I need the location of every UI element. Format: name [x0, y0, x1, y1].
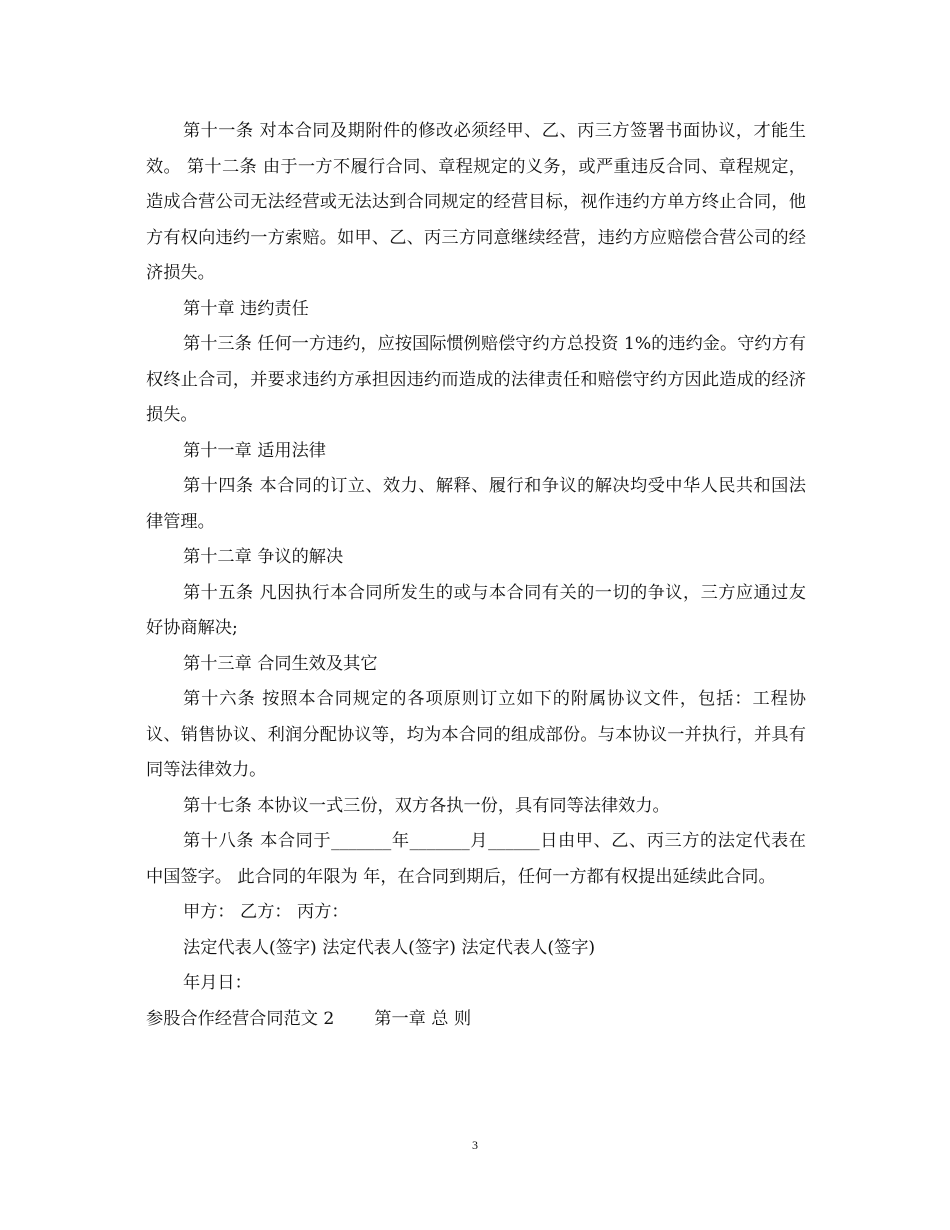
paragraph-article-14: 第十四条 本合同的订立、效力、解释、履行和争议的解决均受中华人民共和国法律管理。	[146, 476, 806, 532]
next-document-title-line	[146, 1002, 806, 1038]
signature-parties-line: 甲方： 乙方： 丙方：	[183, 902, 349, 922]
paragraph-article-11-12: 第十一条 对本合同及期附件的修改必须经甲、乙、丙三方签署书面协议，才能生效。 第十二条 由于一方不履行合同、章程规定的义务，或严重违反合同、章程规定，造成合营公司无法经营或无法达到合同规定的经营目标，视作违约方单方终止合同，他方有权向违约一方索赔。如甲、乙、丙三方同意继续经营，违约方应赔偿合营公司的经济损失。	[146, 121, 806, 283]
next-chapter-heading: 第一章 总 则	[374, 1008, 472, 1029]
paragraph-article-16: 第十六条 按照本合同规定的各项原则订立如下的附属协议文件，包括：工程协议、销售协议、利润分配协议等，均为本合同的组成部份。与本协议一并执行，并具有同等法律效力。	[146, 689, 806, 780]
paragraph-article-18: 第十八条 本合同于_______年_______月______日由甲、乙、丙三方的法定代表在中国签字。 此合同的年限为 年，在合同到期后，任何一方都有权提出延续此合同。	[146, 831, 806, 887]
signature-representatives-line: 法定代表人(签字) 法定代表人(签字) 法定代表人(签字)	[183, 937, 596, 958]
date-line: 年月日：	[183, 973, 252, 993]
heading-chapter-13: 第十三章 合同生效及其它	[183, 653, 378, 674]
heading-chapter-11: 第十一章 适用法律	[183, 440, 326, 461]
heading-chapter-10: 第十章 违约责任	[183, 298, 309, 319]
heading-chapter-12: 第十二章 争议的解决	[183, 547, 344, 567]
next-document-title: 参股合作经营合同范文 2	[146, 1008, 335, 1029]
paragraph-article-17: 第十七条 本协议一式三份，双方各执一份，具有同等法律效力。	[183, 795, 670, 816]
page-number: 3	[472, 1138, 478, 1152]
paragraph-article-15: 第十五条 凡因执行本合同所发生的或与本合同有关的一切的争议，三方应通过友好协商解决;	[146, 582, 806, 638]
paragraph-article-13: 第十三条 任何一方违约，应按国际惯例赔偿守约方总投资 1%的违约金。守约方有权终止合司，并要求违约方承担因违约而造成的法律责任和赔偿守约方因此造成的经济损失。	[146, 334, 806, 425]
document-body	[146, 114, 806, 1037]
